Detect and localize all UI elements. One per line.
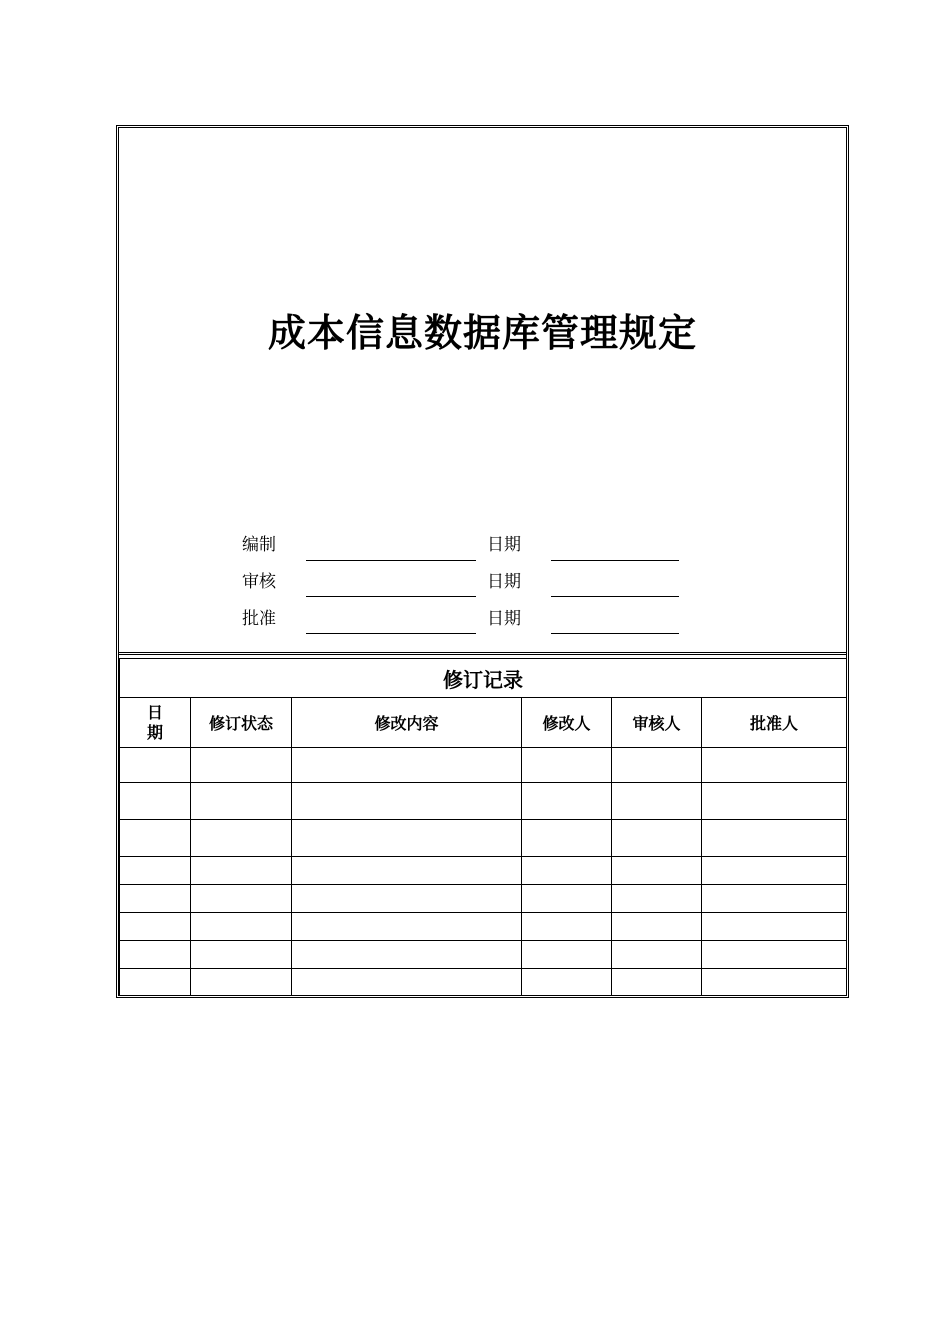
table-cell [612, 783, 702, 820]
table-cell [292, 748, 522, 783]
column-header-approver: 批准人 [702, 698, 847, 748]
table-cell [120, 885, 191, 913]
table-cell [702, 820, 847, 857]
table-row [120, 941, 847, 969]
column-header-reviewer: 审核人 [612, 698, 702, 748]
table-cell [120, 748, 191, 783]
table-cell [191, 941, 292, 969]
table-cell [522, 941, 612, 969]
signature-label-approved: 批准 [242, 609, 276, 629]
table-cell [292, 941, 522, 969]
table-cell [702, 857, 847, 885]
table-cell [702, 885, 847, 913]
table-cell [191, 885, 292, 913]
table-cell [702, 748, 847, 783]
table-row [120, 857, 847, 885]
table-cell [522, 913, 612, 941]
table-cell [292, 820, 522, 857]
date-label-prepared: 日期 [487, 535, 521, 555]
date-label-approved: 日期 [487, 609, 521, 629]
table-cell [292, 783, 522, 820]
table-cell [292, 885, 522, 913]
table-row [120, 783, 847, 820]
table-cell [522, 748, 612, 783]
table-cell [120, 913, 191, 941]
table-cell [120, 820, 191, 857]
table-cell [612, 913, 702, 941]
table-cell [191, 969, 292, 996]
table-cell [292, 969, 522, 996]
reviewed-by-line [306, 596, 476, 597]
table-cell [292, 913, 522, 941]
table-cell [702, 913, 847, 941]
prepared-by-line [306, 560, 476, 561]
cover-section [119, 128, 846, 654]
table-cell [292, 857, 522, 885]
reviewed-date-line [551, 596, 679, 597]
revision-table-title: 修订记录 [120, 659, 847, 698]
approved-by-line [306, 633, 476, 634]
table-cell [612, 857, 702, 885]
table-cell [702, 783, 847, 820]
table-cell [612, 820, 702, 857]
document-frame [116, 125, 849, 998]
table-cell [191, 783, 292, 820]
document-title: 成本信息数据库管理规定 [267, 310, 697, 355]
column-header-status: 修订状态 [191, 698, 292, 748]
table-row [120, 820, 847, 857]
table-cell [702, 969, 847, 996]
prepared-date-line [551, 560, 679, 561]
table-cell [702, 941, 847, 969]
table-cell [120, 969, 191, 996]
table-row [120, 913, 847, 941]
table-cell [522, 969, 612, 996]
column-header-date-text: 日期 [146, 702, 163, 742]
table-cell [612, 885, 702, 913]
table-cell [120, 941, 191, 969]
table-cell [522, 885, 612, 913]
table-row [120, 748, 847, 783]
table-cell [522, 857, 612, 885]
table-cell [522, 820, 612, 857]
table-cell [120, 857, 191, 885]
table-row [120, 885, 847, 913]
table-cell [120, 783, 191, 820]
table-cell [522, 783, 612, 820]
table-cell [191, 820, 292, 857]
signature-label-reviewed: 审核 [242, 572, 276, 592]
revision-table [119, 658, 847, 996]
column-header-date [120, 698, 191, 748]
revision-header-row [120, 698, 847, 748]
table-cell [612, 969, 702, 996]
signature-label-prepared: 编制 [242, 535, 276, 555]
date-label-reviewed: 日期 [487, 572, 521, 592]
table-cell [191, 748, 292, 783]
column-header-content: 修改内容 [292, 698, 522, 748]
table-cell [612, 941, 702, 969]
column-header-modifier: 修改人 [522, 698, 612, 748]
table-row [120, 969, 847, 996]
approved-date-line [551, 633, 679, 634]
table-cell [612, 748, 702, 783]
table-cell [191, 857, 292, 885]
table-cell [191, 913, 292, 941]
section-divider [119, 652, 846, 655]
